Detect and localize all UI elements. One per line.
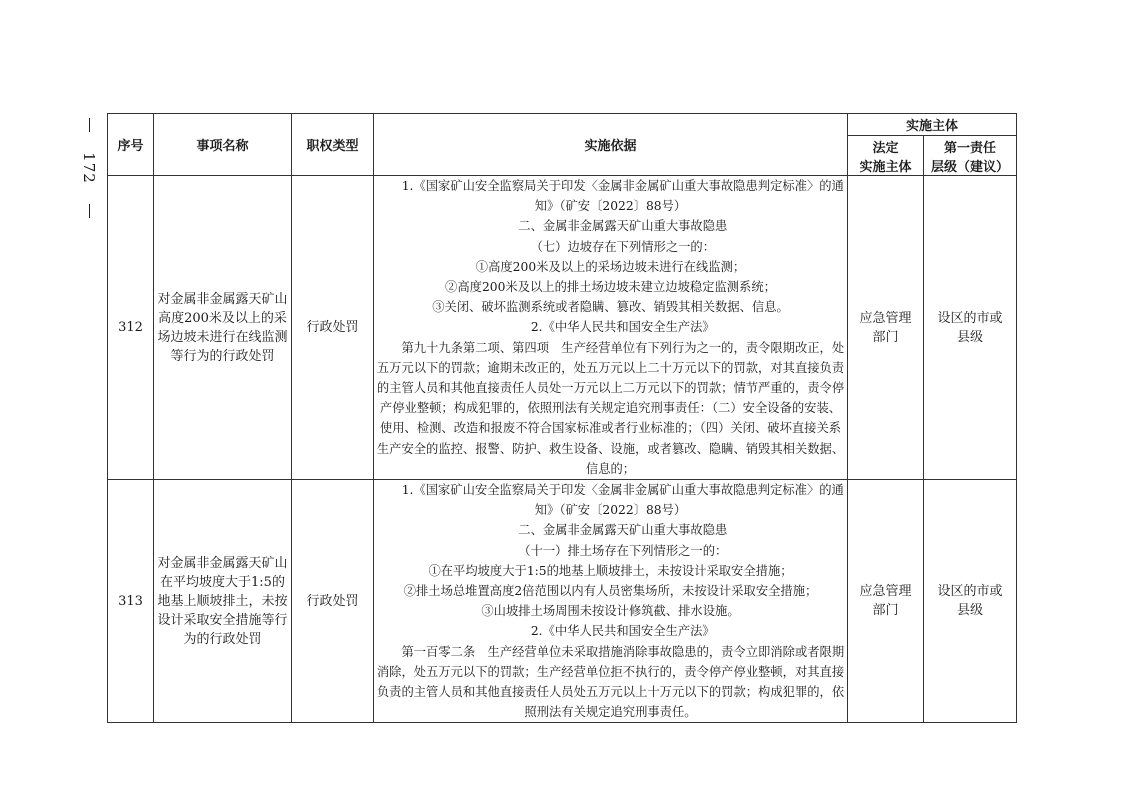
basis-paragraph: ②高度200米及以上的排土场边坡未建立边坡稳定监测系统； <box>445 280 776 295</box>
row-power-type: 行政处罚 <box>292 176 374 480</box>
table-row <box>108 176 1017 480</box>
header-legal-subject <box>848 136 924 176</box>
basis-paragraph: ①高度200米及以上的采场边坡未进行在线监测； <box>475 259 746 274</box>
header-legal-subject-line1: 法定 <box>872 140 899 156</box>
row-legal-subject <box>848 176 924 480</box>
row-first-resp-line1: 设区的市或 <box>937 584 1003 600</box>
row-first-resp-line1: 设区的市或 <box>937 310 1003 326</box>
basis-paragraph: （七）边坡存在下列情形之一的： <box>530 239 716 254</box>
basis-paragraph: ③关闭、破坏监测系统或者隐瞒、篡改、销毁其相关数据、信息。 <box>432 300 789 315</box>
header-legal-subject-line2: 实施主体 <box>859 159 912 175</box>
table-row <box>108 480 1017 723</box>
enforcement-items-table <box>107 113 1017 723</box>
header-basis: 实施依据 <box>374 114 848 176</box>
row-legal-subject-line2: 部门 <box>872 603 899 619</box>
row-first-responsibility <box>924 480 1017 723</box>
row-seq: 312 <box>108 176 154 480</box>
page-number-dash-top <box>89 118 90 132</box>
row-first-responsibility <box>924 176 1017 480</box>
row-power-type: 行政处罚 <box>292 480 374 723</box>
basis-paragraph: ③山坡排土场周围未按设计修筑截、排水设施。 <box>481 604 740 619</box>
basis-paragraph: ①在平均坡度大于1:5的地基上顺坡排土，未按设计采取安全措施； <box>428 563 793 578</box>
row-legal-subject <box>848 480 924 723</box>
row-basis <box>374 176 848 480</box>
row-legal-subject-line2: 部门 <box>872 329 899 345</box>
header-first-resp-line1: 第一责任 <box>944 140 997 156</box>
basis-paragraph: 二、金属非金属露天矿山重大事故隐患 <box>518 219 728 234</box>
row-legal-subject-line1: 应急管理 <box>859 584 912 600</box>
page-number-dash-bottom <box>89 204 90 218</box>
row-item-name: 对金属非金属露天矿山在平均坡度大于1:5的地基上顺坡排土，未按设计采取安全措施等行为的行政处罚 <box>154 480 292 723</box>
row-first-resp-line2: 县级 <box>957 329 984 345</box>
row-seq: 313 <box>108 480 154 723</box>
row-basis <box>374 480 848 723</box>
basis-paragraph: 1.《国家矿山安全监察局关于印发〈金属非金属矿山重大事故隐患判定标准〉的通知》（矿安〔2022〕88号） <box>401 483 844 518</box>
basis-paragraph: ②排土场总堆置高度2倍范围以内有人员密集场所，未按设计采取安全措施； <box>403 584 818 599</box>
row-legal-subject-line1: 应急管理 <box>859 310 912 326</box>
header-first-responsibility <box>924 136 1017 176</box>
header-subject-group: 实施主体 <box>848 114 1017 136</box>
basis-paragraph: 第九十九条第二项、第四项 生产经营单位有下列行为之一的，责令限期改正，处五万元以下的罚款；逾期未改正的，处五万元以上二十万元以下的罚款，对其直接负责的主管人员和其他直接责任人员处一万元以上二万元以下的罚款；情节严重的，责令停产停业整顿；构成犯罪的，依照刑法有关规定追究刑事责任：（二）安全设备的安装、使用、检测、改造和报废不符合国家标准或者行业标准的；（四）关闭、破坏直接关系生产安全的监控、报警、防护、救生设备、设施，或者篡改、隐瞒、销毁其相关数据、信息的； <box>376 340 845 476</box>
header-item-name: 事项名称 <box>154 114 292 176</box>
basis-paragraph: 1.《国家矿山安全监察局关于印发〈金属非金属矿山重大事故隐患判定标准〉的通知》（矿安〔2022〕88号） <box>401 179 844 214</box>
basis-paragraph: 二、金属非金属露天矿山重大事故隐患 <box>518 523 728 538</box>
header-power-type: 职权类型 <box>292 114 374 176</box>
page-number <box>74 118 104 218</box>
row-first-resp-line2: 县级 <box>957 603 984 619</box>
basis-paragraph: （十一）排土场存在下列情形之一的： <box>518 543 728 558</box>
header-first-resp-line2: 层级（建议） <box>931 159 1010 175</box>
header-seq: 序号 <box>108 114 154 176</box>
basis-paragraph: 2.《中华人民共和国安全生产法》 <box>530 624 715 639</box>
page-number-text: 172 <box>80 152 99 184</box>
basis-paragraph: 2.《中华人民共和国安全生产法》 <box>530 320 715 335</box>
basis-paragraph: 第一百零二条 生产经营单位未采取措施消除事故隐患的，责令立即消除或者限期消除，处五万元以下的罚款；生产经营单位拒不执行的，责令停产停业整顿，对其直接负责的主管人员和其他直接责任人员处五万元以上十万元以下的罚款；构成犯罪的，依照刑法有关规定追究刑事责任。 <box>376 644 845 720</box>
row-item-name: 对金属非金属露天矿山高度200米及以上的采场边坡未进行在线监测等行为的行政处罚 <box>154 176 292 480</box>
